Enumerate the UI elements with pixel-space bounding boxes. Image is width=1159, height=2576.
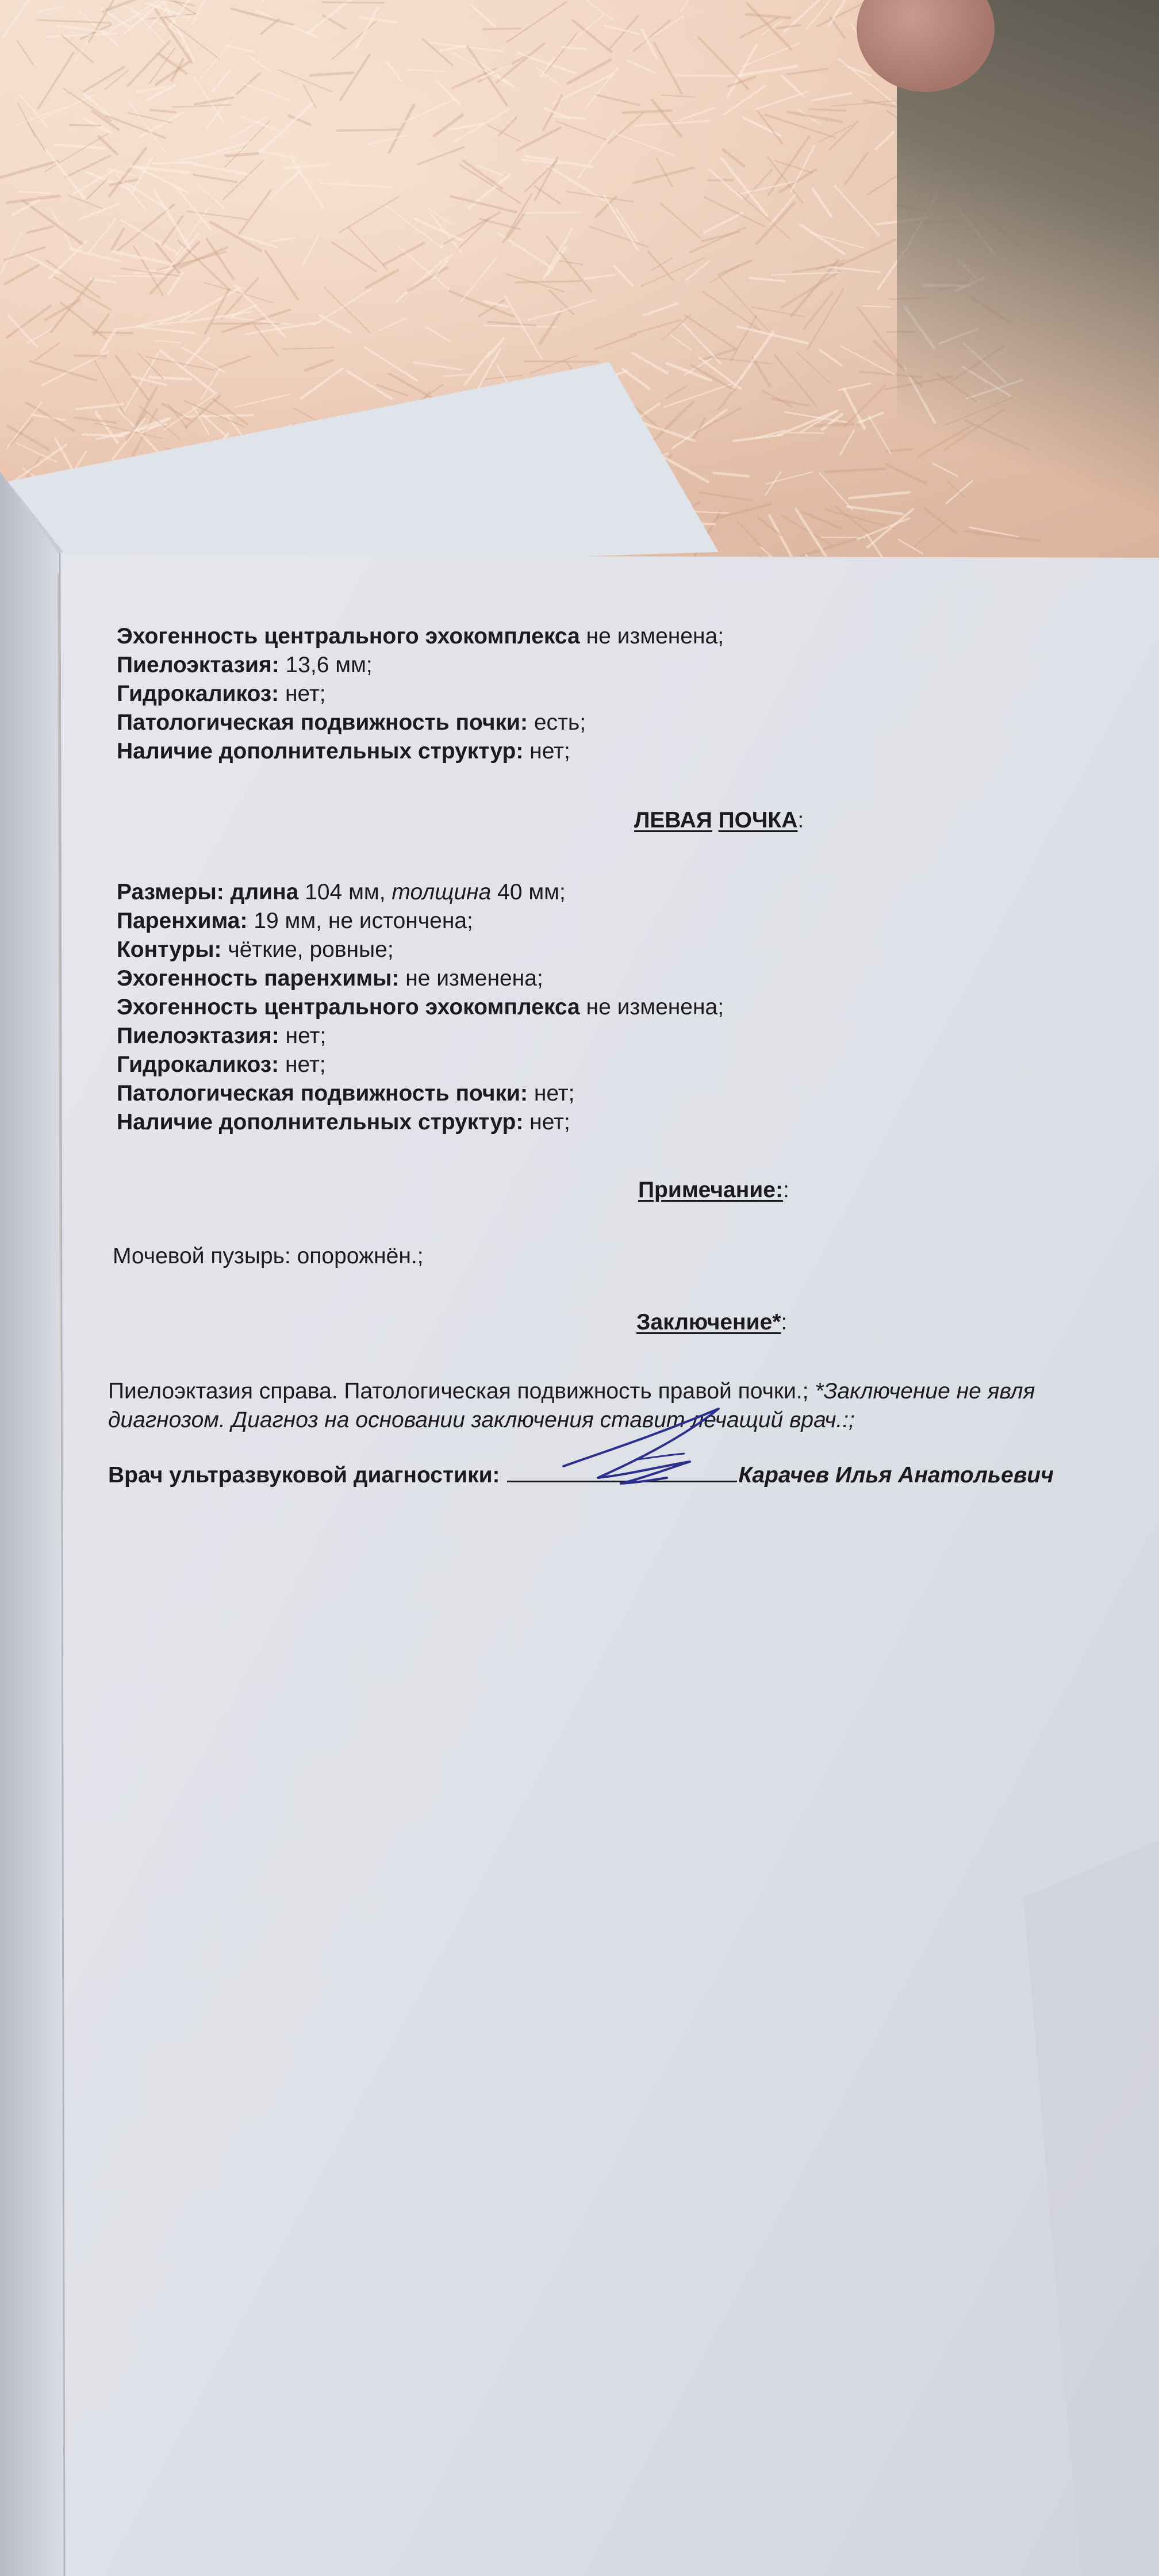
- conclusion-heading: [636, 1308, 787, 1337]
- field-value: не изменена;: [399, 966, 543, 991]
- right-kidney-echo-central-line: [117, 622, 724, 651]
- length-value: 104 мм,: [298, 880, 392, 904]
- field-label: Патологическая подвижность почки:: [117, 1081, 528, 1106]
- heading-word: ПОЧКА: [718, 808, 798, 833]
- field-value: нет;: [528, 1081, 575, 1106]
- field-label: Пиелоэктазия:: [117, 1023, 279, 1048]
- thickness-label: толщина: [392, 880, 492, 904]
- field-value: 13,6 мм;: [279, 653, 373, 677]
- left-kidney-heading: [634, 806, 804, 835]
- left-kidney-echo-central-line: [117, 993, 724, 1022]
- length-label: длина: [224, 880, 299, 904]
- doctor-name: Карачев Илья Анатольевич: [738, 1463, 1054, 1488]
- field-label: Гидрокаликоз:: [117, 681, 279, 706]
- left-kidney-contours-line: [117, 936, 394, 964]
- left-kidney-extra-structures-line: [117, 1108, 570, 1137]
- note-text: [113, 1242, 424, 1271]
- left-kidney-pyeloectasia-line: [117, 1022, 326, 1051]
- field-value: не изменена;: [580, 995, 724, 1019]
- right-kidney-mobility-line: [117, 708, 586, 737]
- field-label: Размеры:: [117, 880, 224, 904]
- left-kidney-parenchyma-line: [117, 907, 473, 936]
- heading-word: ЛЕВАЯ: [634, 808, 712, 833]
- field-label: Патологическая подвижность почки:: [117, 710, 528, 735]
- left-kidney-mobility-line: [117, 1079, 574, 1108]
- field-value: нет;: [523, 1110, 570, 1134]
- conclusion-text: Пиелоэктазия справа. Патологическая подвижность правой почки.;: [108, 1379, 815, 1404]
- note-heading: [638, 1176, 789, 1205]
- field-value: есть;: [528, 710, 586, 735]
- field-label: Контуры:: [117, 937, 222, 962]
- field-value: чёткие, ровные;: [221, 937, 394, 962]
- field-label: Паренхима:: [117, 908, 248, 933]
- doctor-label: Врач ультразвуковой диагностики:: [108, 1463, 500, 1488]
- field-value: нет;: [523, 739, 570, 764]
- note-body: Мочевой пузырь: опорожнён.;: [113, 1244, 424, 1268]
- left-kidney-hydrocalicosis-line: [117, 1051, 326, 1079]
- field-value: нет;: [279, 681, 326, 706]
- field-value: 19 мм, не истончена;: [247, 908, 473, 933]
- left-kidney-size-line: [117, 878, 566, 907]
- field-value: не изменена;: [580, 624, 724, 649]
- left-kidney-echo-parenchyma-line: [117, 964, 543, 993]
- conclusion-disclaimer: диагнозом. Диагноз на основании заключения ставит лечащий врач.:;: [108, 1408, 855, 1432]
- conclusion-disclaimer: *Заключение не явля: [815, 1379, 1035, 1404]
- thickness-value: 40 мм;: [491, 880, 566, 904]
- heading-colon: :: [782, 1178, 789, 1202]
- right-kidney-extra-structures-line: [117, 737, 570, 766]
- field-value: нет;: [279, 1023, 327, 1048]
- field-label: Эхогенность центрального эхокомплекса: [117, 995, 580, 1019]
- heading-colon: :: [797, 808, 804, 833]
- field-label: Гидрокаликоз:: [117, 1052, 279, 1077]
- field-label: Пиелоэктазия:: [117, 653, 279, 677]
- conclusion-heading-text: Заключение*: [636, 1310, 781, 1335]
- note-heading-text: Примечание:: [638, 1178, 783, 1202]
- handwritten-signature: [552, 1397, 770, 1495]
- field-label: Эхогенность паренхимы:: [117, 966, 400, 991]
- field-label: Наличие дополнительных структур:: [117, 1110, 524, 1134]
- field-label: Эхогенность центрального эхокомплекса: [117, 624, 580, 649]
- field-label: Наличие дополнительных структур:: [117, 739, 524, 764]
- right-kidney-hydrocalicosis-line: [117, 680, 326, 708]
- field-value: нет;: [279, 1052, 326, 1077]
- heading-colon: :: [781, 1310, 788, 1335]
- right-kidney-pyeloectasia-line: [117, 651, 373, 680]
